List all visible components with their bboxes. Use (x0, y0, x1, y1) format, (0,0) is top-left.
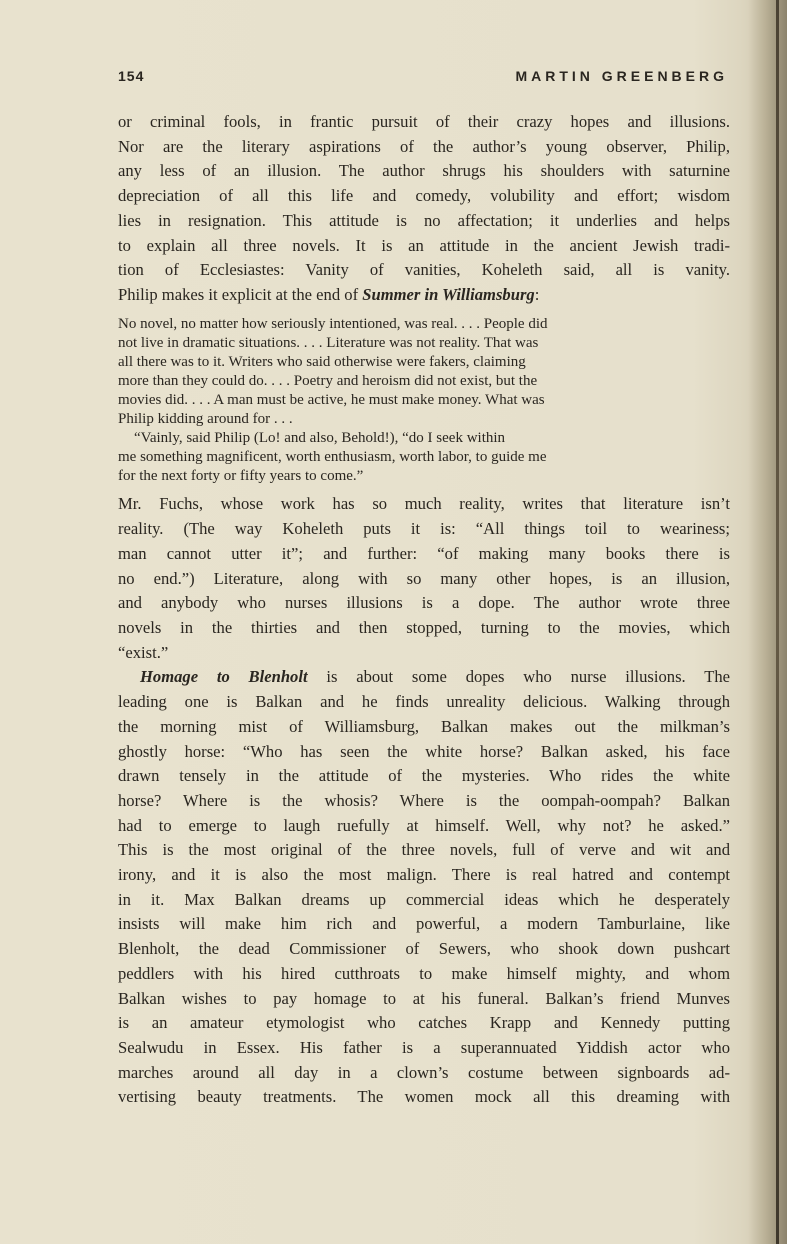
running-head: MARTIN GREENBERG (515, 68, 728, 84)
paragraph-3 (118, 665, 730, 1110)
text-line: novels in the thirties and then stopped, turning to the movies, which (118, 617, 730, 637)
text-fragment: is about some dopes who nurse illusions. The (307, 667, 730, 687)
text-line: peddlers with his hired cutthroats to make himself mighty, and whom (118, 963, 730, 983)
paragraph-2 (118, 492, 730, 665)
text-line: had to emerge to laugh ruefully at himself. Well, why not? he asked.” (118, 815, 730, 835)
text-fragment: Philip makes it explicit at the end of (118, 284, 363, 304)
quote-line: all there was to it. Writers who said otherwise were fakers, claiming (118, 353, 526, 370)
text-line: Sealwudu in Essex. His father is a superannuated Yiddish actor who (118, 1037, 730, 1057)
page-number: 154 (118, 68, 145, 84)
text-fragment: : (534, 284, 540, 304)
text-line: leading one is Balkan and he finds unreality delicious. Walking through (118, 692, 730, 712)
quote-line: me something magnificent, worth enthusiasm, worth labor, to guide me (118, 449, 547, 466)
book-spine-edge (776, 0, 779, 1244)
text-line (118, 283, 730, 308)
text-line: insists will make him rich and powerful, a modern Tamburlaine, like (118, 914, 730, 934)
book-title: Summer in Williamsburg (362, 284, 535, 304)
text-line: Nor are the literary aspirations of the author’s young observer, Philip, (118, 136, 730, 156)
text-line: tion of Ecclesiastes: Vanity of vanities, Koheleth said, all is vanity. (118, 260, 730, 280)
text-line: man cannot utter it”; and further: “of making many books there is (118, 543, 730, 563)
text-line: vertising beauty treatments. The women mock all this dreaming with (118, 1087, 730, 1107)
text-line: horse? Where is the whosis? Where is the oompah-oompah? Balkan (118, 790, 730, 810)
page-header (118, 68, 728, 90)
text-line: depreciation of all this life and comedy, volubility and effort; wisdom (118, 186, 730, 206)
text-line: Mr. Fuchs, whose work has so much reality, writes that literature isn’t (118, 494, 730, 514)
quote-line: movies did. . . . A man must be active, he must make money. What was (118, 392, 545, 408)
text-line: and anybody who nurses illusions is a dope. The author wrote three (118, 593, 730, 613)
quote-line: “Vainly, said Philip (Lo! and also, Behold!), “do I seek within (134, 430, 506, 447)
paragraph-1 (118, 110, 730, 308)
quote-line: Philip kidding around for . . . (118, 411, 293, 428)
body-text (118, 110, 730, 1110)
text-line: ghostly horse: “Who has seen the white horse? Balkan asked, his face (118, 741, 730, 761)
text-line: irony, and it is also the most malign. There is real hatred and contempt (118, 865, 730, 885)
text-line: Blenholt, the dead Commissioner of Sewers, who shook down pushcart (118, 939, 730, 959)
text-line: “exist.” (118, 642, 169, 662)
quote-line: not live in dramatic situations. . . . Literature was not reality. That was (118, 334, 539, 351)
page-gutter-shadow (748, 0, 787, 1244)
text-line: Balkan wishes to pay homage to at his funeral. Balkan’s friend Munves (118, 988, 730, 1008)
text-line: reality. (The way Koheleth puts it is: “All things toil to weariness; (118, 519, 730, 539)
block-quote (118, 315, 730, 487)
text-line: is an amateur etymologist who catches Krapp and Kennedy putting (118, 1013, 730, 1033)
quote-line: No novel, no matter how seriously intentioned, was real. . . . People did (118, 315, 548, 332)
text-line: lies in resignation. This attitude is no affectation; it underlies and helps (118, 210, 730, 230)
text-line: This is the most original of the three novels, full of verve and wit and (118, 840, 730, 860)
text-line: the morning mist of Williamsburg, Balkan makes out the milkman’s (118, 716, 730, 736)
text-line: any less of an illusion. The author shrugs his shoulders with saturnine (118, 161, 730, 181)
book-title: Homage to Blenholt (140, 667, 308, 687)
text-line: or criminal fools, in frantic pursuit of their crazy hopes and illusions. (118, 112, 730, 131)
text-line (118, 665, 730, 690)
text-line: no end.”) Literature, along with so many other hopes, is an illusion, (118, 568, 730, 588)
quote-line: more than they could do. . . . Poetry and heroism did not exist, but the (118, 372, 538, 389)
quote-line: for the next forty or fifty years to come.” (118, 468, 364, 485)
text-line: in it. Max Balkan dreams up commercial ideas which he desperately (118, 889, 730, 909)
text-line: drawn tensely in the attitude of the mysteries. Who rides the white (118, 766, 730, 786)
text-line: to explain all three novels. It is an attitude in the ancient Jewish tradi- (118, 235, 730, 255)
text-line: marches around all day in a clown’s costume between signboards ad- (118, 1062, 730, 1082)
